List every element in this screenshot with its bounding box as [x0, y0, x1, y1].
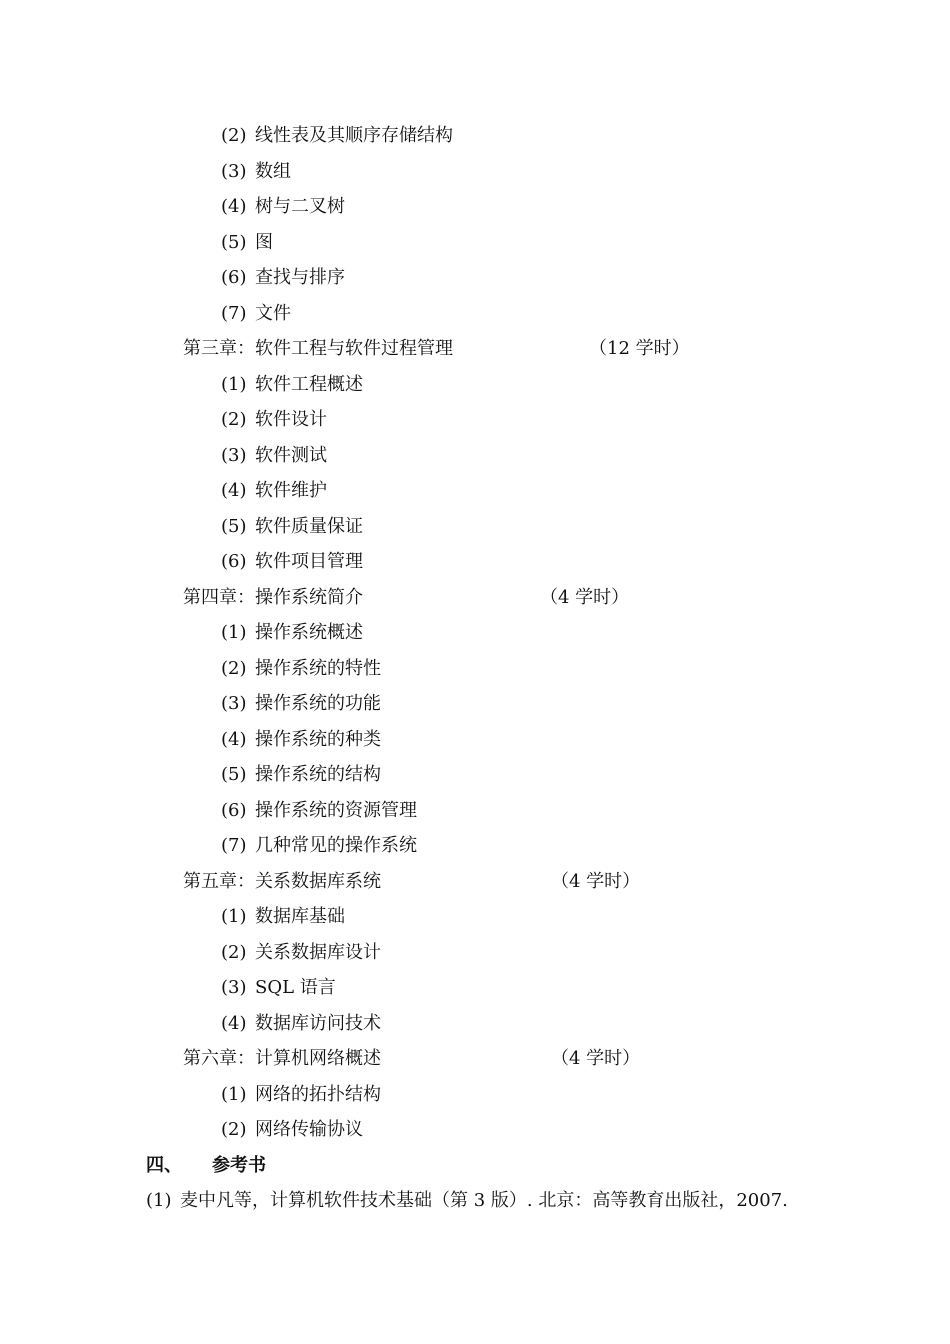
- list-item: (5) 图: [221, 232, 273, 253]
- list-item: (4) 操作系统的种类: [221, 729, 381, 750]
- list-item: (5) 操作系统的结构: [221, 764, 381, 785]
- list-item: (2) 操作系统的特性: [221, 658, 381, 679]
- chapter-3-heading: [183, 336, 703, 362]
- chapter-title: 第四章：操作系统简介: [183, 587, 363, 608]
- chapter-title: 第三章：软件工程与软件过程管理: [183, 338, 453, 359]
- chapter-title: 第五章：关系数据库系统: [183, 871, 381, 892]
- list-item: (6) 操作系统的资源管理: [221, 800, 417, 821]
- chapter-hours: （4 学时）: [540, 587, 630, 608]
- list-item: (1) 网络的拓扑结构: [221, 1084, 381, 1105]
- list-item: (2) 软件设计: [221, 409, 327, 430]
- chapter-hours: （4 学时）: [551, 871, 641, 892]
- list-item: (4) 树与二叉树: [221, 196, 345, 217]
- section-heading: [146, 1153, 266, 1179]
- list-item: (3) 数组: [221, 161, 291, 182]
- chapter-4-heading: [183, 585, 663, 611]
- list-item: (6) 软件项目管理: [221, 551, 363, 572]
- list-item: (7) 文件: [221, 303, 291, 324]
- chapter-6-heading: [183, 1046, 663, 1072]
- chapter-hours: （12 学时）: [589, 338, 690, 359]
- list-item: (4) 软件维护: [221, 480, 327, 501]
- list-item: (1) 软件工程概述: [221, 374, 363, 395]
- list-item: (2) 关系数据库设计: [221, 942, 381, 963]
- chapter-5-heading: [183, 869, 663, 895]
- list-item: (4) 数据库访问技术: [221, 1013, 381, 1034]
- reference-item: (1) 麦中凡等，计算机软件技术基础（第 3 版）. 北京：高等教育出版社，2007.: [146, 1190, 788, 1211]
- list-item: (2) 网络传输协议: [221, 1119, 363, 1140]
- section-number: 四、: [146, 1155, 182, 1176]
- list-item: (3) 操作系统的功能: [221, 693, 381, 714]
- list-item: (2) 线性表及其顺序存储结构: [221, 125, 453, 146]
- list-item: (1) 操作系统概述: [221, 622, 363, 643]
- list-item: (1) 数据库基础: [221, 906, 345, 927]
- list-item: (6) 查找与排序: [221, 267, 345, 288]
- list-item: (3) SQL 语言: [221, 977, 336, 998]
- chapter-hours: （4 学时）: [551, 1048, 641, 1069]
- list-item: (5) 软件质量保证: [221, 516, 363, 537]
- list-item: (7) 几种常见的操作系统: [221, 835, 417, 856]
- section-title: 参考书: [212, 1155, 266, 1176]
- chapter-title: 第六章：计算机网络概述: [183, 1048, 381, 1069]
- list-item: (3) 软件测试: [221, 445, 327, 466]
